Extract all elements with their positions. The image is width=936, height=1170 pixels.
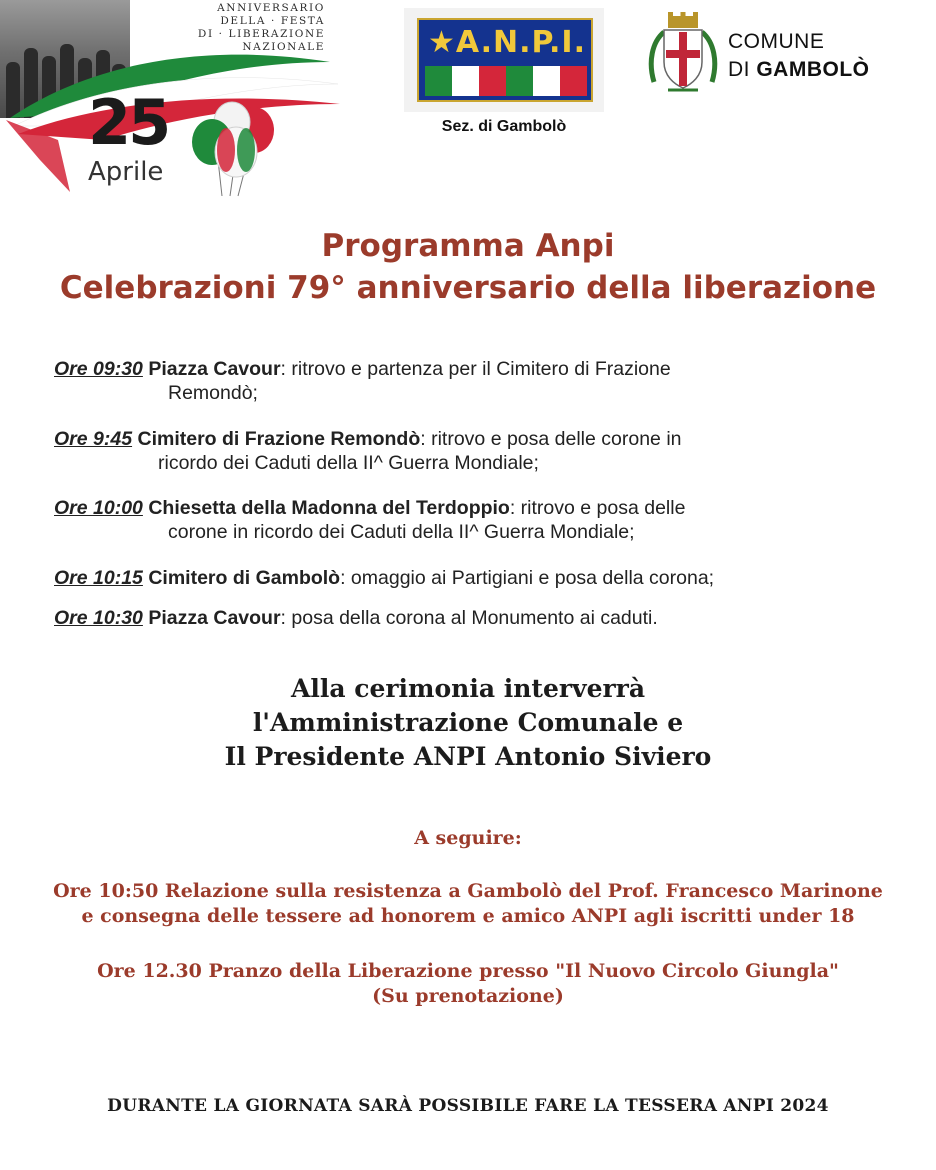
program-time: Ore 10:30 <box>54 607 143 629</box>
anpi-title: ★A.N.P.I. <box>427 25 586 60</box>
anniversary-line1: ANNIVERSARIO <box>217 2 325 14</box>
comune-label: COMUNE <box>728 30 825 53</box>
program-place: Cimitero di Gambolò <box>148 567 341 589</box>
program-desc-cont: ricordo dei Caduti della II^ Guerra Mondiale; <box>158 452 539 474</box>
program-desc: : ritrovo e posa delle <box>509 497 686 519</box>
program-item <box>54 606 854 630</box>
day-number: 25 <box>88 86 169 159</box>
following-heading: A seguire: <box>414 827 522 849</box>
program-desc: : ritrovo e partenza per il Cimitero di Frazione <box>280 358 671 380</box>
ceremony-block <box>0 672 936 774</box>
following-item1-line1: Ore 10:50 Relazione sulla resistenza a Gambolò del Prof. Francesco Marinone <box>53 880 883 902</box>
title-line2: Celebrazioni 79° anniversario della liberazione <box>59 270 877 306</box>
program-desc: : ritrovo e posa delle corone in <box>420 428 682 450</box>
ceremony-line3: Il Presidente ANPI Antonio Siviero <box>224 742 712 771</box>
following-item2-line2: (Su prenotazione) <box>372 985 564 1007</box>
following-item-2 <box>0 959 936 1009</box>
program-item <box>54 427 854 475</box>
program-time: Ore 09:30 <box>54 358 143 380</box>
footer-note: DURANTE LA GIORNATA SARÀ POSSIBILE FARE LA TESSERA ANPI 2024 <box>107 1096 829 1116</box>
anpi-logo <box>404 8 604 112</box>
comune-name-line <box>728 58 870 82</box>
following-item2-line1: Ore 12.30 Pranzo della Liberazione presso "Il Nuovo Circolo Giungla" <box>97 960 839 982</box>
program-time: Ore 10:00 <box>54 497 143 519</box>
ceremony-line1: Alla cerimonia interverrà <box>290 674 646 703</box>
anniversary-line4: NAZIONALE <box>242 41 325 53</box>
comune-name: GAMBOLÒ <box>756 58 870 81</box>
program-item <box>54 496 854 544</box>
program-time: Ore 9:45 <box>54 428 133 450</box>
ceremony-line2: l'Amministrazione Comunale e <box>252 708 684 737</box>
program-desc: : posa della corona al Monumento ai caduti. <box>280 607 658 629</box>
anpi-badge <box>417 18 593 102</box>
comune-crest-icon <box>648 12 718 96</box>
program-item <box>54 357 854 405</box>
anniversary-logo <box>0 0 345 200</box>
anniversary-line3: DI · LIBERAZIONE <box>197 28 325 40</box>
program-time: Ore 10:15 <box>54 567 143 589</box>
program-item <box>54 566 854 590</box>
anpi-section-label: Sez. di Gambolò <box>441 118 567 135</box>
following-item-1 <box>0 879 936 929</box>
program-desc: : omaggio ai Partigiani e posa della corona; <box>340 567 715 589</box>
program-desc-cont: corone in ricordo dei Caduti della II^ Guerra Mondiale; <box>168 521 635 543</box>
title-line1: Programma Anpi <box>321 228 615 264</box>
program-desc-cont: Remondò; <box>168 382 258 404</box>
balloons-graphic <box>192 102 274 196</box>
program-place: Cimitero di Frazione Remondò <box>137 428 421 450</box>
anniversary-text <box>150 2 325 54</box>
anniversary-line2: DELLA · FESTA <box>220 15 325 27</box>
comune-prefix: DI <box>728 58 757 81</box>
month-label: Aprile <box>88 157 164 187</box>
program-place: Chiesetta della Madonna del Terdoppio <box>148 497 510 519</box>
program-place: Piazza Cavour <box>148 358 281 380</box>
flag-stripes <box>425 66 587 96</box>
following-item1-line2: e consegna delle tessere ad honorem e amico ANPI agli iscritti under 18 <box>81 905 855 927</box>
program-place: Piazza Cavour <box>148 607 281 629</box>
